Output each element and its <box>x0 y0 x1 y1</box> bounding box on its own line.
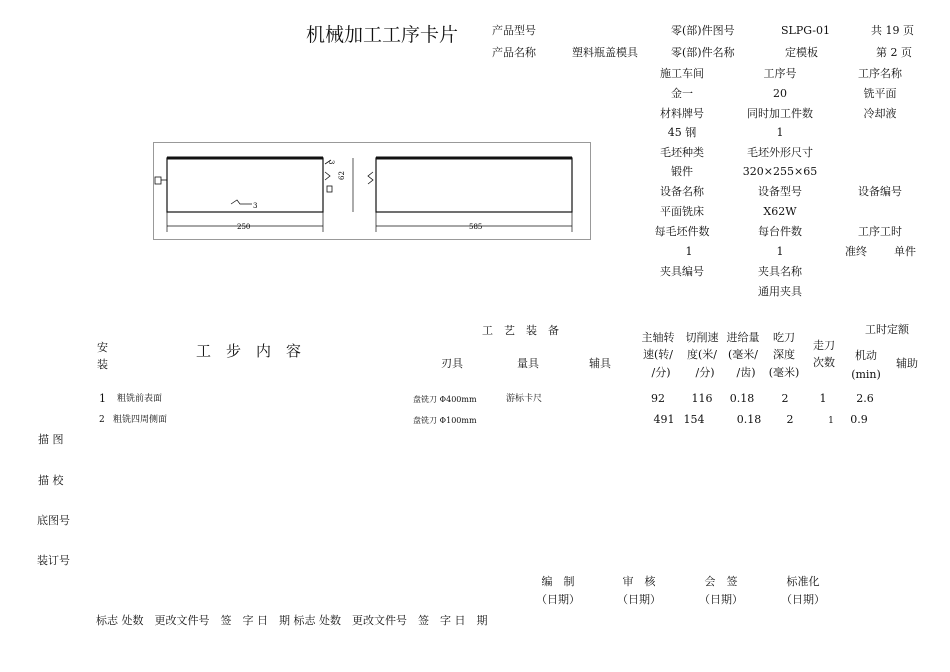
part-name-label: 零(部)件名称 <box>671 46 735 59</box>
prep-time-label: 准终 <box>845 245 867 258</box>
equip-model: X62W <box>763 205 797 218</box>
sign-standard-date: （日期） <box>781 593 825 606</box>
side-base-no: 底图号 <box>37 514 70 527</box>
material-label: 材料牌号 <box>660 107 704 120</box>
col-quota: 工时定额 <box>865 323 909 336</box>
per-unit-label: 每台件数 <box>758 225 802 238</box>
row2-cut-speed: 154 <box>683 413 705 426</box>
product-type-label: 产品型号 <box>492 24 536 37</box>
row2-depth: 2 <box>786 413 794 426</box>
equip-name: 平面铣床 <box>660 205 704 218</box>
col-machine-1: 机动 <box>855 349 877 362</box>
op-time-label: 工序工时 <box>858 225 902 238</box>
row1-speed: 92 <box>651 392 665 405</box>
sign-countersign-date: （日期） <box>699 593 743 606</box>
fixture-name-label: 夹具名称 <box>758 265 802 278</box>
product-name-label: 产品名称 <box>492 46 536 59</box>
equip-no-label: 设备编号 <box>858 185 902 198</box>
col-feed-1: 进给量 <box>726 331 760 344</box>
sign-standard: 标准化 <box>786 575 820 588</box>
equip-model-label: 设备型号 <box>758 185 802 198</box>
col-speed-2: 速(转/ <box>643 348 673 361</box>
op-no: 20 <box>773 87 787 100</box>
col-equip: 工 艺 装 备 <box>482 324 559 337</box>
col-cut-speed-2: 度(米/ <box>687 348 717 361</box>
row1-step: 粗铣前表面 <box>117 394 163 404</box>
dim-right-width: 585 <box>469 223 483 231</box>
col-speed-1: 主轴转 <box>641 331 675 344</box>
page-number: 第 2 页 <box>876 46 912 59</box>
part-name: 定模板 <box>785 46 818 59</box>
col-machine-2: (min) <box>851 368 881 381</box>
dim-left-width: 250 <box>237 223 251 231</box>
page-title: 机械加工工序卡片 <box>306 24 459 46</box>
col-speed-3: /分) <box>651 366 671 379</box>
equip-name-label: 设备名称 <box>660 185 704 198</box>
sign-countersign: 会 签 <box>704 575 738 588</box>
product-name: 塑料瓶盖模具 <box>572 46 638 59</box>
per-blank-label: 每毛坯件数 <box>654 225 710 238</box>
row1-passes: 1 <box>819 392 827 405</box>
col-gauge: 量具 <box>517 357 539 370</box>
blank-type-label: 毛坯种类 <box>660 146 704 159</box>
row2-passes: 1 <box>828 416 834 426</box>
material: 45 钢 <box>667 126 697 139</box>
workshop-label: 施工车间 <box>660 67 704 80</box>
footer-revision-row: 标志 处数 更改文件号 签 字 日 期 标志 处数 更改文件号 签 字 日 期 <box>96 614 488 627</box>
row1-gauge: 游标卡尺 <box>506 394 543 404</box>
side-trace: 描 图 <box>38 433 64 446</box>
op-name-label: 工序名称 <box>858 67 902 80</box>
blank-type: 锻件 <box>671 165 693 178</box>
row1-machine: 2.6 <box>856 392 874 405</box>
side-binding-no: 装订号 <box>37 554 70 567</box>
op-no-label: 工序号 <box>763 67 797 80</box>
dim-mark-a: 3 <box>253 202 258 210</box>
blank-size: 320×255×65 <box>742 165 818 178</box>
part-no: SLPG-01 <box>781 24 830 37</box>
col-step: 工 步 内 容 <box>196 342 302 360</box>
col-feed-3: /齿) <box>736 366 756 379</box>
simul-count: 1 <box>776 126 784 139</box>
col-cut-speed-3: /分) <box>695 366 715 379</box>
fixture-no-label: 夹具编号 <box>660 265 704 278</box>
sign-review-date: （日期） <box>617 593 661 606</box>
row1-no: 1 <box>99 392 106 405</box>
row2-feed: 0.18 <box>736 413 762 426</box>
dim-mark-b: 3 <box>327 160 335 165</box>
sign-review: 审 核 <box>622 575 656 588</box>
workshop: 金一 <box>671 87 693 100</box>
process-sketch <box>153 142 591 240</box>
per-blank: 1 <box>685 245 693 258</box>
col-tool: 刃具 <box>441 357 463 370</box>
total-pages: 共 19 页 <box>871 24 914 37</box>
row1-cut-speed: 116 <box>691 392 713 405</box>
col-feed-2: (毫米/ <box>728 348 758 361</box>
side-trace-check: 描 校 <box>38 474 64 487</box>
col-cut-speed-1: 切削速 <box>685 331 719 344</box>
sign-compile-date: （日期） <box>536 593 580 606</box>
coolant-label: 冷却液 <box>863 107 897 120</box>
row1-depth: 2 <box>781 392 789 405</box>
simul-label: 同时加工件数 <box>747 107 813 120</box>
row1-feed: 0.18 <box>729 392 755 405</box>
col-passes-2: 次数 <box>813 356 835 369</box>
row2-no: 2 <box>99 415 105 425</box>
col-depth-3: (毫米) <box>768 366 800 379</box>
col-auxtime: 辅助 <box>896 357 918 370</box>
col-depth-2: 深度 <box>773 348 795 361</box>
col-aux: 辅具 <box>589 357 611 370</box>
sign-compile: 编 制 <box>541 575 575 588</box>
col-install: 安 装 <box>97 341 108 371</box>
row2-machine: 0.9 <box>850 413 868 426</box>
fixture-name: 通用夹具 <box>758 285 802 298</box>
col-passes-1: 走刀 <box>813 339 835 352</box>
row2-tool: 盘铣刀 Φ100mm <box>413 416 477 425</box>
per-unit: 1 <box>776 245 784 258</box>
row2-step: 粗铣四周侧面 <box>113 415 168 425</box>
blank-size-label: 毛坯外形尺寸 <box>747 146 813 159</box>
row1-tool: 盘铣刀 Φ400mm <box>413 395 477 404</box>
dim-height: 62 <box>338 171 346 180</box>
part-no-label: 零(部)件图号 <box>671 24 735 37</box>
col-depth-1: 吃刀 <box>773 331 795 344</box>
row2-speed: 491 <box>653 413 675 426</box>
op-name: 铣平面 <box>863 87 897 100</box>
single-time-label: 单件 <box>894 245 916 258</box>
